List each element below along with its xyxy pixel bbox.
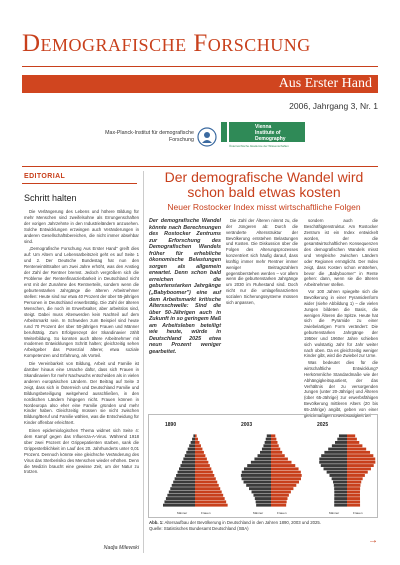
pyramid-bar-women: [195, 471, 213, 474]
next-page-arrow-icon[interactable]: →: [368, 535, 378, 546]
pyramid-bar-women: [347, 464, 374, 467]
pyramid-bar-men: [335, 441, 347, 444]
pyramid-bar-men: [244, 467, 271, 470]
pyramid-bar-women: [271, 481, 299, 484]
pyramid-bar-women: [271, 448, 280, 451]
pyramid-bar-women: [347, 441, 359, 444]
pyramid-bar-men: [189, 444, 195, 447]
pyramid-bar-women: [195, 477, 216, 480]
pyramid-label-women: Frauen: [353, 511, 363, 515]
pyramid-bar-women: [195, 444, 201, 447]
pyramid-bar-men: [328, 448, 347, 451]
pyramid-bar-men: [334, 494, 347, 497]
pyramid-bar-women: [195, 438, 198, 441]
pyramid-bar-women: [347, 487, 360, 490]
article-title: Der demografische Wandel wird schon bald etwas kosten: [164, 169, 364, 200]
pyramid-bar-women: [347, 491, 360, 494]
pyramid-bar-women: [195, 494, 223, 497]
pyramid-bar-women: [195, 504, 228, 507]
article-paragraph: Die Zahl der Älteren nimmt zu, die der Jüngeren ab: Durch die veränderte Altersstruktur der Bevölkerung entstehen Belastungen und Kosten. Die Diskussion über die Folgen des Alterungsprozesses konzentriert sich häufig darauf, dass künftig immer mehr Rentner immer weniger Beitragszahlern gegenüberstehen werden – vor allem wenn die geburtenstarken Jahrgänge um 2030 im Ruhestand sind. Doch nicht nur die umlagefinanzierten sozialen Sicherungssysteme müssen sich anpassen,: [226, 218, 298, 305]
vid-logo-icon: [221, 120, 305, 148]
pyramid-bar-women: [271, 491, 291, 494]
pyramid-bar-women: [347, 477, 363, 480]
section-rule: [22, 166, 378, 167]
pyramid-bar-women: [347, 481, 361, 484]
pyramid-bar-women: [271, 441, 277, 444]
pyramid-bar-women: [195, 497, 225, 500]
pyramid-bar-women: [271, 444, 279, 447]
pyramid-bar-men: [334, 491, 347, 494]
pyramid-bar-men: [334, 497, 347, 500]
pyramid-year-label: 2025: [317, 422, 329, 428]
pyramid-bar-women: [271, 471, 301, 474]
pyramid-bar-women: [195, 441, 199, 444]
pyramid-bar-women: [347, 494, 360, 497]
pyramid-year-label: 1890: [165, 422, 177, 428]
pyramid-bar-men: [244, 481, 271, 484]
pyramid-bar-men: [337, 438, 347, 441]
subtitle-bar: [22, 75, 378, 93]
article-paragraph: Was bedeutet dies für die wirtschaftliche Entwicklung? Herkömmliche Standardmaße wie der Abhängigkeitsquotient, der das Verhältnis der zu versorgenden Jungen (unter 20-Jährige) und Älteren (über 65-Jährige) zur erwerbsfähigen Bevölkerung mittleren Alters (20 bis 65-Jährige) angibt, geben von einer gleichmäßigen Erwerbstätigkeit bei: [304, 360, 378, 418]
pyramid-bar-women: [347, 438, 357, 441]
pyramid-bar-men: [186, 451, 195, 454]
pyramid-bar-men: [334, 484, 347, 487]
pyramid-bar-women: [195, 434, 197, 437]
pyramid-bar-men: [265, 441, 271, 444]
article-paragraph: sondern auch die Beschäftigtenstruktur. Am Rostocker Zentrum ist ein Index entwickelt worden, der die gesamtwirtschaftlichen Konsequenzen des demografischen Wandels misst und Vergleiche zwischen Ländern oder Regionen ermöglicht. Der Index zeigt, dass Kosten schon entstehen, bevor die „Babyboomer" in Rente gehen: dann, wenn sie die älteren Arbeitnehmer stellen.: [304, 218, 378, 288]
pyramid-bar-men: [267, 434, 271, 437]
pyramid-bar-men: [166, 497, 195, 500]
pyramid-bar-men: [188, 448, 195, 451]
editorial-paragraph: Die Verlängerung des Lebens und höhere Bildung für mehr Menschen sind zweifelsohne als Errungenschaften der vorigen Jahrzehnte in den Industrieländern anzusehen. Solche Entwicklungen erzwingen auch Veränderungen in anderen Gesellschaftsbereichen, die nicht immer absehbar sind.: [24, 209, 139, 244]
editorial-signature: Nadja Milewski: [103, 545, 139, 551]
pyramid-bar-men: [180, 464, 195, 467]
vid-logo-line2: Institute of: [255, 130, 281, 136]
pyramid-bar-women: [195, 464, 210, 467]
pyramid-bar-men: [333, 481, 347, 484]
pyramid-bar-women: [347, 451, 370, 454]
pyramid-bar-men: [321, 464, 347, 467]
pyramid-bar-men: [167, 494, 195, 497]
pyramid-bar-women: [347, 504, 360, 507]
mpi-logo-icon: [197, 127, 217, 147]
pyramid-bar-men: [319, 461, 347, 464]
pyramid-label-men: Männer: [177, 511, 188, 515]
masthead-rule: [22, 66, 378, 67]
pyramid-bar-men: [252, 491, 271, 494]
pyramid-bar-women: [271, 467, 299, 470]
pyramid-bar-women: [347, 471, 368, 474]
pyramid-bar-women: [195, 481, 217, 484]
pyramid-bar-men: [193, 434, 195, 437]
pyramid-bar-men: [185, 454, 195, 457]
pyramid-bar-women: [195, 474, 214, 477]
pyramid-bar-women: [271, 461, 292, 464]
pyramid-bar-women: [271, 484, 296, 487]
article-paragraph: Vor 100 Jahren spiegelte sich die Bevölkerung in einer Pyramidenform wider (siehe Abbildung 1) – die vielen Jungen bildeten die Basis, die wenigen Älteren die Spitze. Heute hat sich die Pyramide zu einer zwiebelartigen Form verändert: Die geburtenstarken Jahrgänge der 1950er und 1960er Jahre schieben sich wulstartig Jahr für Jahr weiter nach oben. Da es gleichzeitig weniger Kinder gibt, wird die Zwiebel zur Urne.: [304, 289, 378, 359]
pyramid-bar-men: [172, 484, 195, 487]
pyramid-bar-men: [327, 471, 347, 474]
article-lead: Der demografische Wandel könnte nach Berechnungen des Rostocker Zentrums zur Erforschung des Demografischen Wandels früher für erhebliche ökonomische Belastungen sorgen als allgemein erwartet. Denn schon bald erreichen die geburtenstarken Jahrgänge („Babyboomer") eine auf dem Arbeitsmarkt kritische Altersschwelle: Sind die über 50-Jährigen auch in Zukunft in so geringem Maß am Arbeitsleben beteiligt wie heute, würde in Deutschland 2025 etwa neun Prozent weniger gearbeitet.: [149, 218, 221, 355]
pyramid-bar-men: [262, 448, 271, 451]
pyramid-bar-women: [271, 454, 285, 457]
pyramid-bar-women: [271, 494, 289, 497]
pyramid-label-men: Männer: [329, 511, 340, 515]
issue-info: 2006, Jahrgang 3, Nr. 1: [289, 101, 378, 111]
pyramid-bar-men: [256, 500, 271, 503]
article-subtitle: Neuer Rostocker Index misst wirtschaftliche Folgen: [167, 202, 361, 212]
mpi-name: Max-Planck-Institut für demografische Forschung: [105, 130, 194, 143]
vid-logo-line3: Demography: [255, 136, 286, 142]
pyramid-bar-women: [195, 484, 219, 487]
pyramid-bar-women: [347, 484, 360, 487]
pyramid-bar-men: [175, 477, 195, 480]
pyramid-bar-men: [319, 458, 347, 461]
pyramid-bar-men: [242, 477, 271, 480]
pyramid-bar-men: [246, 484, 271, 487]
pyramid-bar-men: [242, 471, 271, 474]
pyramid-bar-women: [195, 487, 220, 490]
pyramid-year-label: 2003: [241, 422, 253, 428]
pyramid-bar-women: [347, 461, 375, 464]
pyramid-bar-women: [271, 500, 287, 503]
pyramid-bar-women: [195, 467, 211, 470]
pyramid-bar-men: [324, 467, 347, 470]
pyramid-bar-men: [170, 487, 195, 490]
pyramid-bar-men: [183, 458, 195, 461]
pyramid-bar-men: [332, 444, 347, 447]
pyramid-bar-men: [164, 500, 195, 503]
pyramid-bar-women: [347, 444, 362, 447]
population-pyramid-figure: [148, 414, 378, 518]
pyramid-bar-men: [247, 464, 271, 467]
masthead-title: Demografische Forschung: [22, 30, 311, 57]
pyramid-chart: [149, 415, 377, 517]
caption-text: Altersaufbau der Bevölkerung in Deutschland in den Jahren 1890, 2003 und 2025.: [164, 520, 322, 525]
pyramid-bar-men: [332, 477, 347, 480]
article-column-3: [304, 218, 378, 420]
pyramid-bar-women: [347, 500, 360, 503]
pyramid-bar-women: [347, 454, 373, 457]
column-divider: [143, 171, 144, 553]
pyramid-bar-women: [271, 474, 302, 477]
pyramid-bar-women: [195, 461, 208, 464]
pyramid-bar-men: [173, 481, 195, 484]
pyramid-bar-men: [255, 497, 271, 500]
pyramid-bar-men: [176, 474, 195, 477]
pyramid-bar-women: [271, 434, 275, 437]
pyramid-bar-men: [260, 451, 271, 454]
pyramid-bar-men: [263, 444, 271, 447]
caption-label: Abb. 1:: [149, 520, 164, 525]
article-column-2: [226, 218, 298, 307]
pyramid-bar-men: [192, 438, 195, 441]
subtitle-text: Aus Erster Hand: [278, 76, 372, 91]
pyramid-bar-women: [195, 451, 204, 454]
pyramid-label-women: Frauen: [277, 511, 287, 515]
pyramid-bar-women: [271, 438, 276, 441]
pyramid-bar-men: [251, 461, 271, 464]
pyramid-bar-women: [347, 497, 360, 500]
pyramid-bar-women: [271, 464, 295, 467]
editorial-paragraph: Die Vereinbarkeit von Bildung, Arbeit und Familie ist darüber hinaus eine Ursache dafür, dass sich Frauen in Skandinavien für mehr Nachwuchs entscheiden als in vielen anderen europäischen Ländern. Der Beitrag auf Seite 3 zeigt, dass sich in Österreich und Deutschland Familie und Bildungsbeteiligung weitgehend ausschließen, in den nordischen Ländern hingegen nicht. Frauen können in Nordeuropa also eher eine Familie gründen und mehr Kinder haben. Gleichzeitig müssen sie nicht zwischen Bildung/Beruf und Familie wählen, was die Entscheidung für Kinder offenbar erleichtert.: [24, 360, 139, 426]
editorial-paragraph: „Demografische Forschung Aus Erster Hand" greift dies auf: Um Altern und Lebensarbeitszeit geht es auf Seite 1 und 2. Der Deutsche Bundestag hat nun den Renteneintrittsalter um zwei Jahre erhöht, was den Anstieg der Zahl der Rentner bremst. Jedoch vergrößern sich die Probleme der Rentenfinanzierbarkeit in Deutschland nicht erst mit der Zunahme des Rentnerteils, sondern wenn die geburtenstarken Jahrgänge die älteren Arbeitnehmer stellen: Heute sind nur etwa 40 Prozent der über 55-jährigen Personen in Deutschland erwerbstätig. Die Zahl der älteren Menschen, die noch im Erwerbsalter, aber arbeitslos sind, steigt. Dabei muss Altenwerden kein Nachteil auf dem Arbeitsmarkt sein. In Schweden zum Beispiel sind heute rund 70 Prozent der über 50-jährigen Frauen und Männer berufstätig. Zum Erfolgsrezept der Skandinavier zählt Weiterbildung. So konnten auch ältere Arbeitnehmer mit modernen Entwicklungen Schritt halten; gleichzeitig sehen Arbeitgeber das Potenzial älterer, etwa soziale Kompetenzen und Erfahrung, als Vorteil.: [24, 246, 139, 359]
pyramid-bar-women: [347, 448, 366, 451]
editorial-label: EDITORIAL: [24, 173, 66, 180]
pyramid-bar-men: [163, 504, 195, 507]
pyramid-bar-men: [258, 454, 271, 457]
pyramid-label-men: Männer: [253, 511, 264, 515]
pyramid-bar-men: [266, 438, 271, 441]
pyramid-bar-women: [195, 448, 202, 451]
pyramid-bar-men: [334, 487, 347, 490]
pyramid-bar-women: [271, 458, 288, 461]
pyramid-bar-men: [256, 504, 271, 507]
pyramid-label-women: Frauen: [201, 511, 211, 515]
pyramid-bar-women: [271, 487, 293, 490]
pyramid-bar-men: [178, 471, 195, 474]
caption-source: Quelle: Statistisches Bundesamt Deutschland (SBA): [149, 525, 249, 531]
editorial-title: Schritt halten: [24, 193, 77, 203]
pyramid-bar-men: [324, 451, 347, 454]
pyramid-bar-men: [179, 467, 195, 470]
figure-caption: [149, 520, 378, 532]
vid-logo-line1: Vienna: [255, 124, 272, 130]
pyramid-bar-women: [271, 497, 288, 500]
pyramid-bar-women: [195, 491, 222, 494]
pyramid-bar-men: [334, 504, 347, 507]
pyramid-bar-men: [321, 454, 347, 457]
pyramid-bar-men: [254, 458, 271, 461]
pyramid-bar-women: [271, 477, 301, 480]
pyramid-bar-men: [334, 500, 347, 503]
pyramid-bar-women: [347, 474, 365, 477]
pyramid-bar-men: [253, 494, 271, 497]
pyramid-bar-men: [182, 461, 195, 464]
pyramid-bar-women: [195, 454, 205, 457]
editorial-paragraph: Einen epidemiologischen Thema widmet sich Seite 4: dem Kampf gegen das Influenza-A-Virus. Während 1918 über zwei Prozent der Grippepatienten starben, sank die Grippesterblichkeit im Lauf des 20. Jahrhunderts unter 0,01 Prozent. Dennoch könnte eine gleichsche Veränderung des Virus das Sterberisiko des Menschen wieder erhöhen. Denn die Medizin braucht eine gewisse Zeit, um der Natur zu trotzen.: [24, 427, 139, 475]
vid-logo-line4: Österreichische Akademie der Wissenschaften: [229, 144, 289, 148]
pyramid-bar-men: [329, 474, 347, 477]
pyramid-bar-women: [347, 458, 375, 461]
pyramid-bar-women: [347, 467, 371, 470]
editorial-body: [24, 209, 139, 477]
pyramid-bar-men: [339, 434, 347, 437]
pyramid-bar-women: [347, 434, 355, 437]
pyramid-bar-women: [195, 500, 226, 503]
pyramid-bar-men: [191, 441, 195, 444]
pyramid-bar-women: [195, 458, 207, 461]
pyramid-bar-men: [241, 474, 271, 477]
pyramid-bar-women: [271, 504, 286, 507]
pyramid-bar-men: [249, 487, 271, 490]
pyramid-bar-men: [169, 491, 195, 494]
pyramid-bar-women: [271, 451, 282, 454]
editorial-rule: [22, 183, 137, 184]
